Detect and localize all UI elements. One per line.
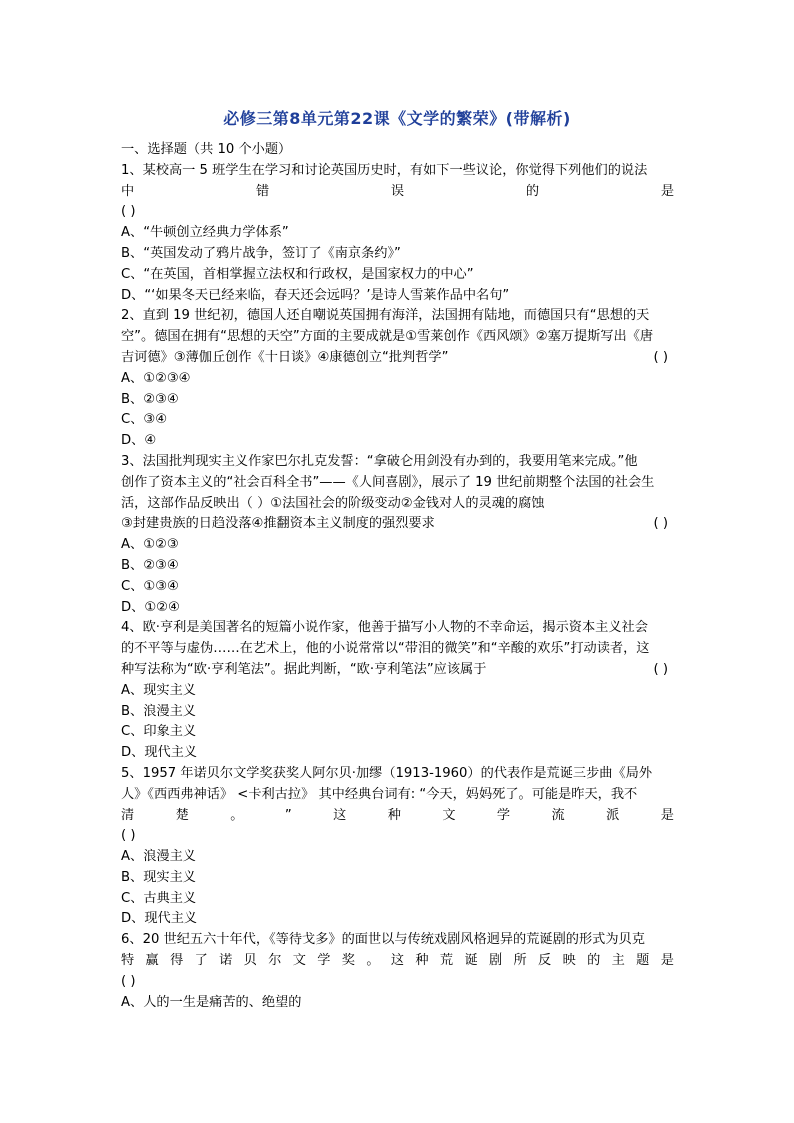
q4-stem-line2: 的不平等与虚伪……在艺术上，他的小说常常以“带泪的微笑”和“辛酸的欢乐”打动读者，这 <box>121 641 650 657</box>
q6-word: 诞 <box>464 953 478 969</box>
q4-option-d: D、现代主义 <box>121 745 198 761</box>
question-list <box>121 140 674 1013</box>
q5-word: 。 <box>230 807 244 823</box>
q5-word: 学 <box>496 807 511 823</box>
q5-word: 种 <box>387 807 401 823</box>
q6-word: 主 <box>611 953 625 969</box>
q5-stem-line3 <box>121 806 674 827</box>
q1-option-a: A、“牛顿创立经典力学体系” <box>121 225 289 241</box>
q4-stem-line1: 4、欧·亨利是美国著名的短篇小说作家，他善于描写小人物的不幸命运，揭示资本主义社会 <box>121 620 648 636</box>
q1-stem-line1: 1、某校高一 5 班学生在学习和讨论英国历史时，有如下一些议论，你觉得下列他们的说法 <box>121 162 648 178</box>
q5-option-d: D、现代主义 <box>121 911 198 927</box>
q6-word: 。 <box>366 953 380 969</box>
q1-option-d: D、“‘如果冬天已经来临，春天还会远吗？’是诗人雪莱作品中名句” <box>121 287 510 303</box>
q3-stem-line1: 3、法国批判现实主义作家巴尔扎克发誓：“拿破仑用剑没有办到的，我要用笔来完成。”他 <box>121 453 638 469</box>
q6-word: 这 <box>390 953 405 969</box>
q2-stem-line2: 空”。德国在拥有“思想的天空”方面的主要成就是①雪莱创作《西风颂》②塞万提斯写出《唐 <box>121 329 654 345</box>
q2-answer-paren: ( ) <box>653 349 668 365</box>
q2-stem-line1: 2、直到 19 世纪初，德国人还自嘲说英国拥有海洋，法国拥有陆地，而德国只有“思想的天 <box>121 308 650 324</box>
q3-option-c: C、①③④ <box>121 578 179 594</box>
q6-word: 尔 <box>268 953 282 969</box>
q4-stem-text: 种写法称为“欧·亨利笔法”。据此判断，“欧·亨利笔法”应该属于 <box>121 661 487 677</box>
q2-option-d: D、④ <box>121 433 157 449</box>
q2-option-c: C、③④ <box>121 412 168 428</box>
q1-option-b: B、“英国发动了鸦片战争，签订了《南京条约》” <box>121 245 401 261</box>
q3-option-d: D、①②④ <box>121 599 180 615</box>
q6-word: 文 <box>292 953 306 969</box>
q5-word: 流 <box>551 807 565 823</box>
q6-stem-line2 <box>121 951 674 972</box>
q6-word: 是 <box>660 953 674 969</box>
q5-word: 楚 <box>175 807 189 823</box>
section-heading: 一、选择题（共 10 个小题） <box>121 142 292 157</box>
q5-stem-line1: 5、1957 年诺贝尔文学奖获奖人阿尔贝·加缪（1913-1960）的代表作是荒诞三步曲《局外 <box>121 765 653 781</box>
q6-stem-line1: 6、20 世纪五六十年代，《等待戈多》的面世以与传统戏剧风格迥异的荒诞剧的形式为贝克 <box>121 932 645 948</box>
q6-word: 学 <box>317 953 331 969</box>
q3-stem-line3: 活，这部作品反映出（ ）①法国社会的阶级变动②金钱对人的灵魂的腐蚀 <box>121 495 545 511</box>
q3-option-a: A、①②③ <box>121 537 179 553</box>
q1-word: 误 <box>390 183 405 199</box>
q5-word: 文 <box>442 807 456 823</box>
q4-option-a: A、现实主义 <box>121 682 196 698</box>
q6-word: 映 <box>562 953 576 969</box>
q6-option-a: A、人的一生是痛苦的、绝望的 <box>121 994 302 1010</box>
q2-stem-line3 <box>121 348 674 369</box>
q1-word: 错 <box>255 183 270 199</box>
q4-answer-paren: ( ) <box>653 661 668 677</box>
document-title: 必修三第8单元第22课《文学的繁荣》(带解析) <box>223 109 571 128</box>
q6-word: 的 <box>587 953 601 969</box>
q2-option-b: B、②③④ <box>121 391 179 407</box>
q5-answer-paren: ( ) <box>121 828 136 844</box>
q2-stem-text: 吉诃德》③薄伽丘创作《十日谈》④康德创立“批判哲学” <box>121 349 449 365</box>
q6-word: 贝 <box>243 953 257 969</box>
q5-word: 清 <box>121 807 135 823</box>
q4-stem-line3 <box>121 660 674 681</box>
q6-word: 剧 <box>488 953 503 969</box>
q6-word: 得 <box>170 953 184 969</box>
q5-word: 这 <box>333 807 347 823</box>
q1-word: 的 <box>525 183 540 199</box>
q5-option-b: B、现实主义 <box>121 869 196 885</box>
q6-word: 了 <box>194 953 208 969</box>
q3-stem-line4 <box>121 514 674 535</box>
q2-option-a: A、①②③④ <box>121 370 191 386</box>
q6-word: 赢 <box>145 953 159 969</box>
q5-word: 是 <box>660 807 674 823</box>
q4-option-c: C、印象主义 <box>121 724 197 740</box>
q3-stem-text: ③封建贵族的日趋没落④推翻资本主义制度的强烈要求 <box>121 516 435 532</box>
q5-word: ” <box>284 807 292 823</box>
q5-option-c: C、古典主义 <box>121 890 197 906</box>
q6-word: 题 <box>636 953 650 969</box>
q4-option-b: B、浪漫主义 <box>121 703 196 719</box>
q3-stem-line2: 创作了资本主义的“社会百科全书”——《人间喜剧》，展示了 19 世纪前期整个法国的社会生 <box>121 474 655 490</box>
q5-stem-line2: 人》《西西弗神话》 <卡利古拉》 其中经典台词有: “今天，妈妈死了。可能是昨天，我不 <box>121 786 638 802</box>
q3-option-b: B、②③④ <box>121 557 179 573</box>
q6-answer-paren: ( ) <box>121 973 136 989</box>
q1-option-c: C、“在英国，首相掌握立法权和行政权，是国家权力的中心” <box>121 266 474 282</box>
q5-word: 派 <box>606 807 620 823</box>
q6-word: 种 <box>415 953 429 969</box>
q1-stem-line2 <box>121 182 674 203</box>
q5-option-a: A、浪漫主义 <box>121 849 196 865</box>
q6-word: 诺 <box>219 953 233 969</box>
q6-word: 所 <box>513 953 527 969</box>
q6-word: 特 <box>121 953 135 969</box>
q1-answer-paren: ( ) <box>121 204 136 220</box>
q6-word: 荒 <box>439 953 454 969</box>
q1-word: 中 <box>121 183 135 199</box>
q6-word: 奖 <box>341 953 355 969</box>
q1-word: 是 <box>660 183 674 199</box>
q3-answer-paren: ( ) <box>653 516 668 532</box>
q6-word: 反 <box>538 953 552 969</box>
